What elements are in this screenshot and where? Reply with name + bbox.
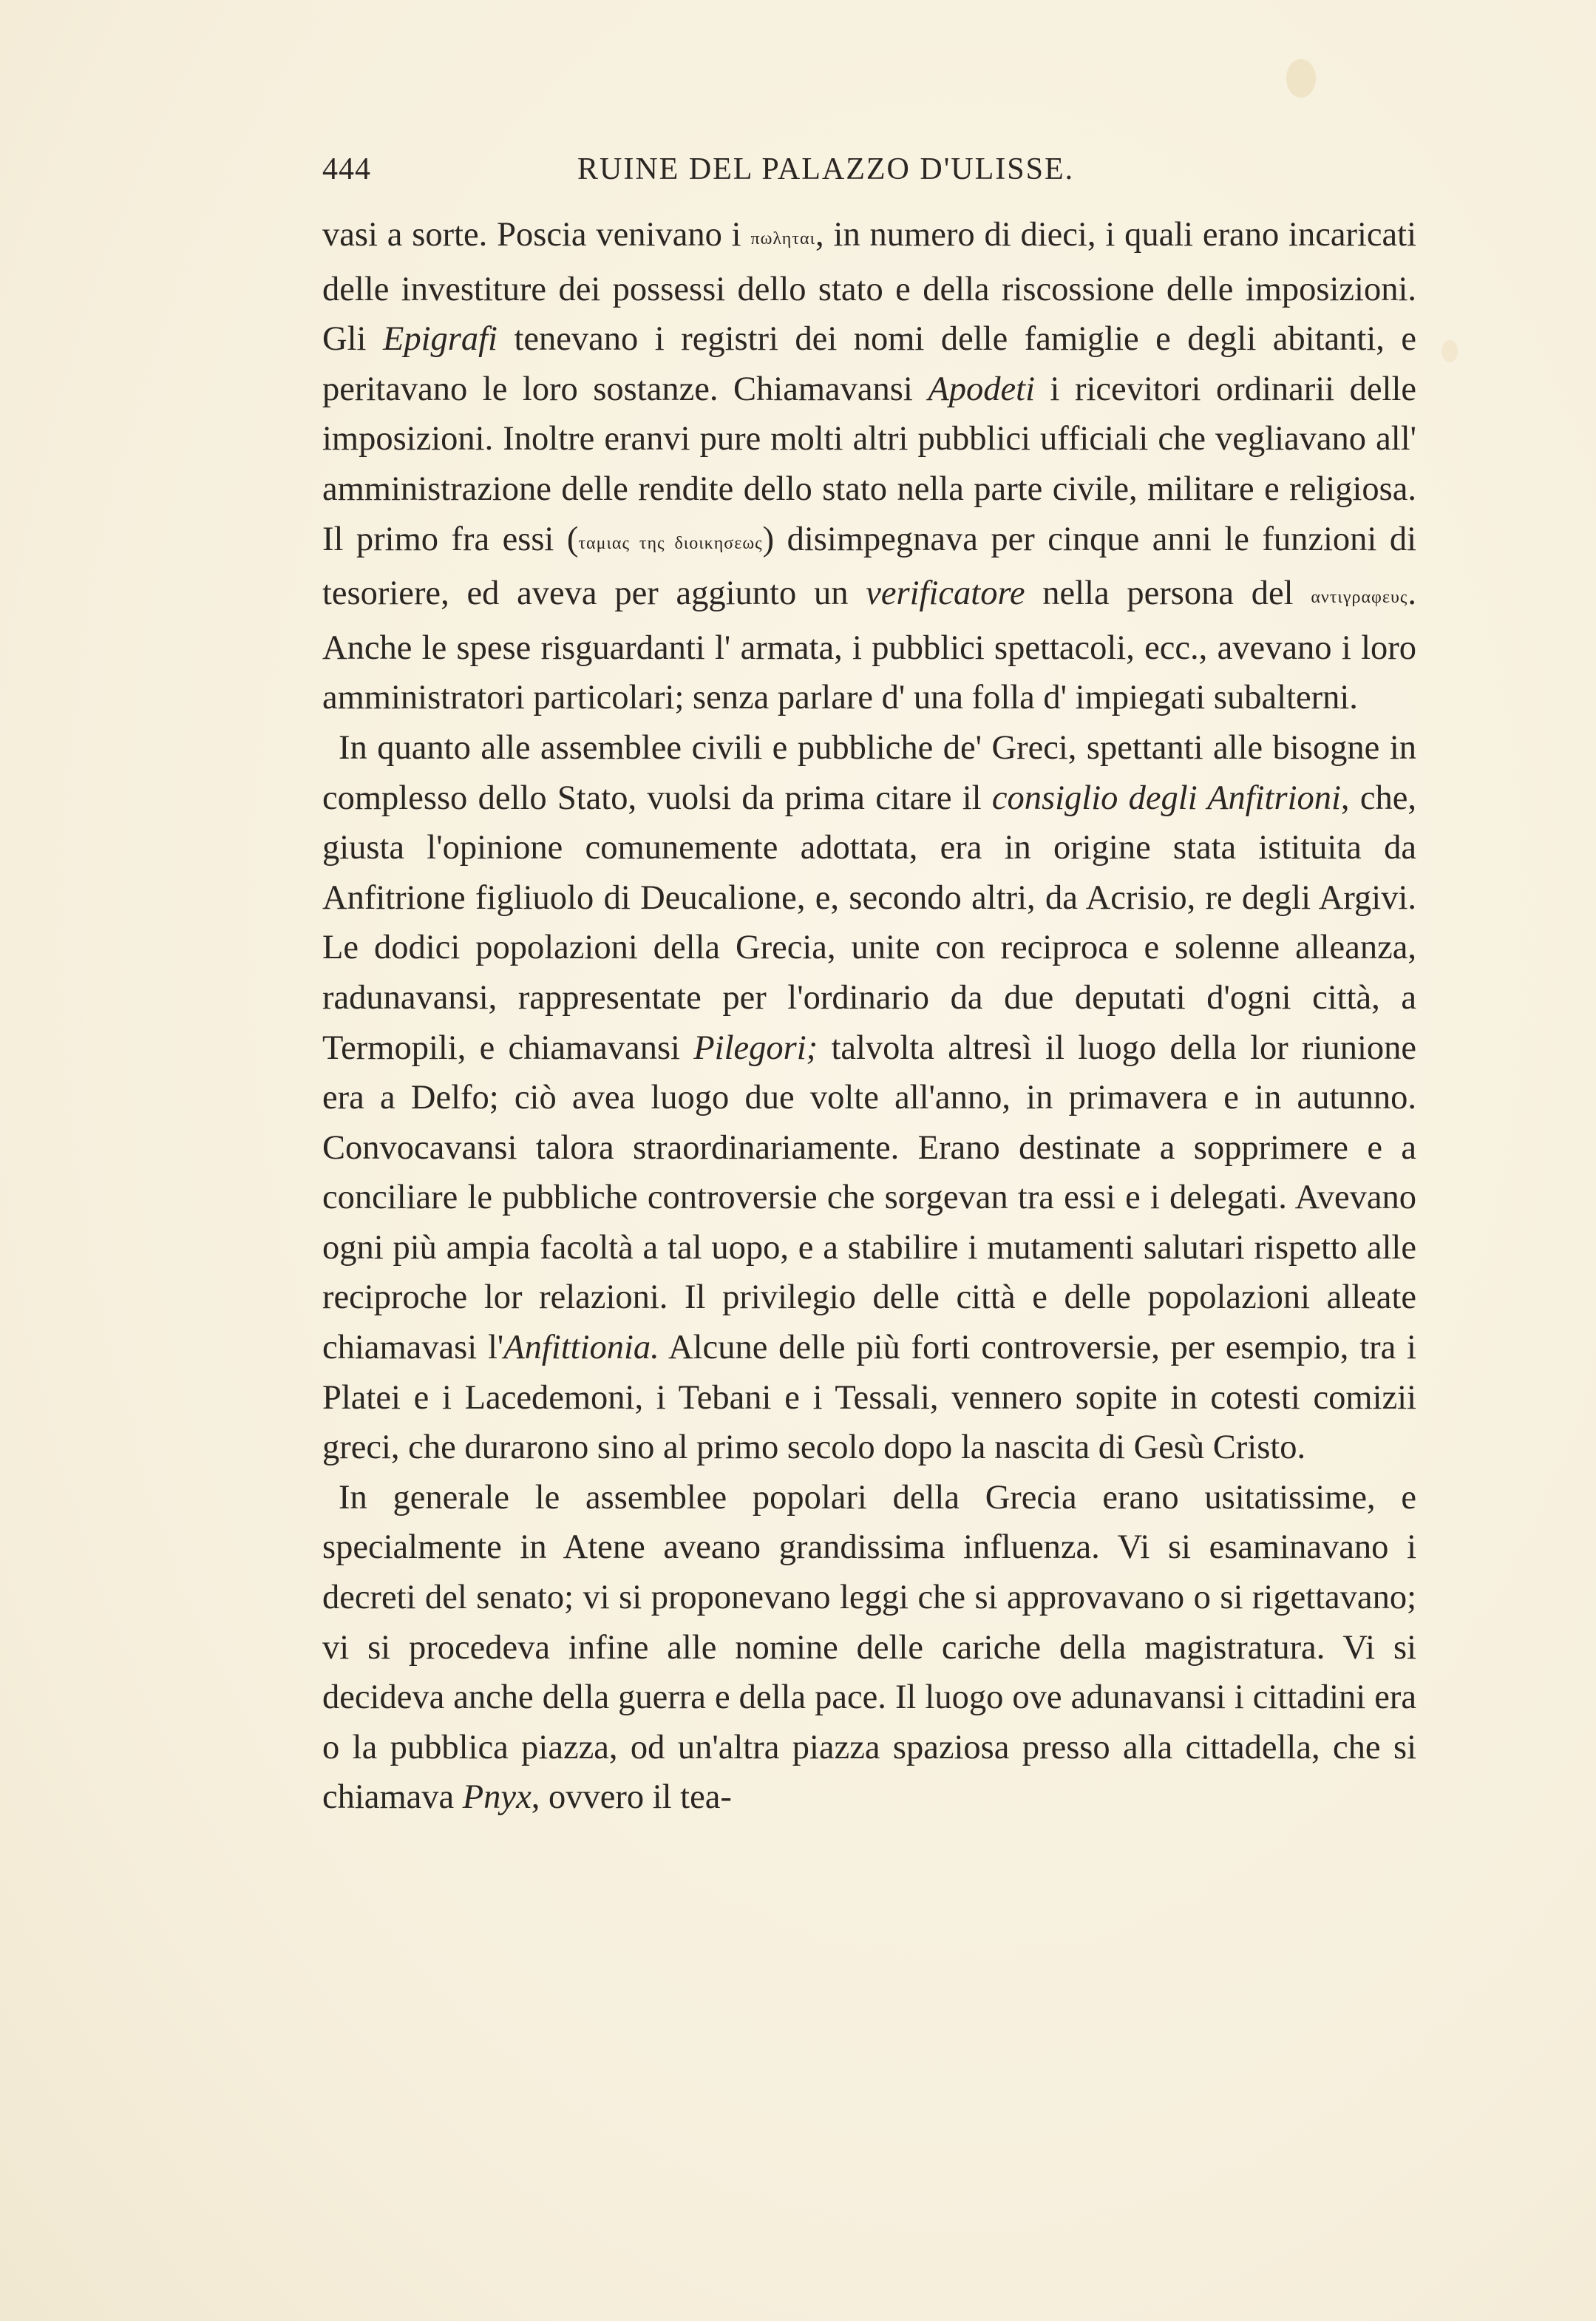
text-run: , ovvero il tea- [531,1778,732,1817]
paragraph-1 [322,210,1416,723]
italic-term: consiglio degli Anfitrioni [991,779,1341,817]
running-title: RUINE DEL PALAZZO D'ULISSE. [577,152,1075,186]
paragraph-2 [322,723,1416,1473]
text-run: , in numero di dieci, i quali erano incaricati delle investiture dei possessi dello stato e della riscossione delle imposizioni. Gli [322,216,1417,359]
paper-stain [1442,340,1458,362]
text-run: Alcune delle più forti controversie, per esempio, tra i Platei e i Lacedemoni, i Tebani e i Tessali, vennero sopite in cotesti comizii greci, che durarono sino al primo secolo dopo la nascita di Gesù Cristo. [322,1329,1416,1467]
page-number: 444 [322,152,371,186]
text-run: i ricevitori ordinarii delle imposizioni. Inoltre eranvi pure molti altri pubblici ufficiali che vegliavano all' amministrazione delle rendite dello stato nella parte civile, militare e religiosa. Il primo fra essi ( [322,370,1416,558]
text-run: vasi a sorte. Poscia venivano i [322,216,751,254]
italic-term: Pnyx [462,1778,532,1817]
greek-term: αντιγραφευς [1311,588,1408,608]
text-run: ) disimpegnava per cinque anni le funzioni di tesoriere, ed aveva per aggiunto un [322,520,1417,613]
text-run: tenevano i registri dei nomi delle famiglie e degli abitanti, e peritavano le loro sostanze. Chiamavansi [322,320,1417,408]
text-run: . Anche le spese risguardanti l' armata, i pubblici spettacoli, ecc., avevano i loro amministratori particolari; senza parlare d' una folla d' impiegati subalterni. [322,575,1416,717]
text-run: , che, giusta l'opinione comunemente adottata, era in origine stata istituita da Anfitrione figliuolo di Deucalione, e, secondo altri, da Acrisio, re degli Argivi. Le dodici popolazioni della Grecia, unite con reciproca e solenne alleanza, radunavansi, rappresentate per l'ordinario da due deputati d'ogni città, a Termopili, e chiamavansi [322,779,1416,1067]
italic-term: Apodeti [928,370,1035,408]
greek-term: πωληται [750,229,816,248]
text-run: nella persona del [1025,575,1311,613]
text-run: In generale le assemblee popolari della Grecia erano usitatissime, e specialmente in Atene aveano grandissima influenza. Vi si esaminavano i decreti del senato; vi si proponevano leggi che si approvavano o si rigettavano; vi si procedeva infine alle nomine delle cariche della magistratura. Vi si decideva anche della guerra e della pace. Il luogo ove adunavansi i cittadini era o la pubblica piazza, od un'altra piazza spaziosa presso alla cittadella, che si chiamava [322,1478,1416,1817]
paper-stain [1286,59,1316,98]
text-run: In quanto alle assemblee civili e pubbliche de' Greci, spettanti alle bisogne in complesso dello Stato, vuolsi da prima citare il [322,728,1416,817]
italic-term: verificatore [866,575,1025,613]
text-run: talvolta altresì il luogo della lor riunione era a Delfo; ciò avea luogo due volte all'anno, in primavera e in autunno. Convocavansi talora straordinariamente. Erano destinate a sopprimere e a conciliare le pubbliche controversie che sorgevan tra essi e i delegati. Avevano ogni più ampia facoltà a tal uopo, e a stabilire i mutamenti salutari rispetto alle reciproche lor relazioni. Il privilegio delle città e delle popolazioni alleate chiamavasi l' [322,1029,1417,1367]
greek-term: ταμιας της διοικησεως [578,533,763,553]
italic-term: Anfittionia. [503,1329,659,1367]
text-body [322,210,1416,1823]
italic-term: Pilegori; [693,1029,818,1067]
italic-term: Epigrafi [382,320,498,359]
paragraph-3 [322,1473,1416,1823]
